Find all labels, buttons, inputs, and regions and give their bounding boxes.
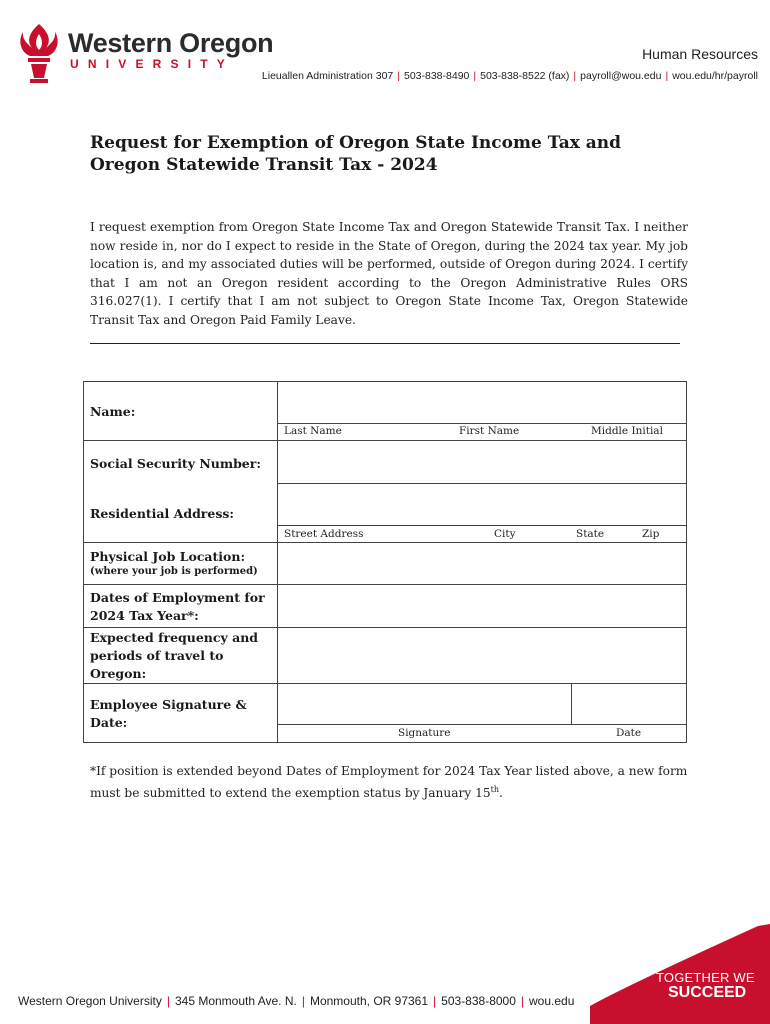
department-name: Human Resources bbox=[642, 46, 758, 62]
address-label: Residential Address: bbox=[90, 506, 235, 521]
logo-wordmark: Western Oregon bbox=[68, 28, 274, 58]
name-label: Name: bbox=[90, 404, 136, 419]
badge-line-2: SUCCEED bbox=[668, 984, 747, 1001]
job-location-field[interactable] bbox=[277, 542, 687, 585]
contact-office: Lieuallen Administration 307 bbox=[261, 70, 394, 82]
state-caption: State bbox=[576, 528, 605, 540]
divider bbox=[90, 343, 680, 344]
contact-web[interactable]: wou.edu/hr/payroll bbox=[672, 70, 758, 82]
footer-street: 345 Monmouth Ave. N. bbox=[174, 994, 297, 1008]
badge-line-1: TOGETHER WE bbox=[656, 970, 755, 985]
contact-fax: 503-838-8522 (fax) bbox=[480, 70, 570, 82]
footer-city: Monmouth, OR 97361 bbox=[309, 994, 429, 1008]
note-superscript: th bbox=[490, 784, 499, 794]
contact-email[interactable]: payroll@wou.edu bbox=[580, 70, 662, 82]
travel-field[interactable] bbox=[277, 627, 687, 684]
footer-web[interactable]: wou.edu bbox=[529, 994, 575, 1008]
first-name-caption: First Name bbox=[459, 425, 520, 437]
extension-note bbox=[90, 762, 690, 802]
zip-caption: Zip bbox=[642, 528, 660, 540]
contact-line: Lieuallen Administration 307 | 503-838-8490 | 503-838-8522 (fax) | payroll@wou.edu | wou.edu/hr/payroll bbox=[261, 70, 758, 82]
ssn-label: Social Security Number: bbox=[90, 456, 261, 471]
travel-label: Expected frequency and periods of travel to Oregon: bbox=[90, 630, 259, 681]
footer-address: Western Oregon University | 345 Monmouth Ave. N. | Monmouth, OR 97361 | 503-838-8000 | wou.edu bbox=[18, 994, 575, 1008]
name-field[interactable] bbox=[277, 381, 687, 424]
address-field[interactable] bbox=[277, 484, 687, 526]
job-location-label: Physical Job Location: bbox=[90, 549, 246, 564]
date-caption: Date bbox=[616, 727, 642, 739]
last-name-caption: Last Name bbox=[284, 425, 342, 437]
city-caption: City bbox=[494, 528, 516, 540]
note-text: *If position is extended beyond Dates of Employment for 2024 Tax Year listed above, a new form must be submitted to extend the exemption status by January 15 bbox=[90, 764, 688, 800]
note-end: . bbox=[498, 785, 503, 800]
certification-paragraph: I request exemption from Oregon State Income Tax and Oregon Statewide Transit Tax. I neither now reside in, nor do I expect to reside in the State of Oregon, during the 2024 tax year. My job location is, and my associated duties will be performed, outside of Oregon during 2024. I certify that I am not an Oregon resident according to the Oregon Administrative Rules ORS 316.027(1). I certify that I am not subject to Oregon State Income Tax, Oregon Statewide Transit Tax and Oregon Paid Family Leave. bbox=[90, 220, 688, 327]
date-field[interactable] bbox=[571, 683, 687, 725]
footer-university: Western Oregon University bbox=[18, 994, 162, 1008]
dates-field[interactable] bbox=[277, 584, 687, 628]
dates-label: Dates of Employment for 2024 Tax Year*: bbox=[90, 590, 265, 623]
logo-subtitle: UNIVERSITY bbox=[70, 57, 235, 71]
document-title: Request for Exemption of Oregon State Income Tax and Oregon Statewide Transit Tax - 2024 bbox=[90, 133, 622, 175]
signature-label: Employee Signature & Date: bbox=[90, 697, 247, 730]
signature-caption: Signature bbox=[398, 727, 451, 739]
contact-phone: 503-838-8490 bbox=[403, 70, 470, 82]
job-location-sublabel: (where your job is performed) bbox=[90, 566, 258, 577]
ssn-field[interactable] bbox=[277, 440, 687, 484]
torch-logo-icon bbox=[14, 22, 64, 84]
middle-initial-caption: Middle Initial bbox=[591, 425, 663, 437]
signature-field[interactable] bbox=[277, 683, 572, 725]
footer-phone: 503-838-8000 bbox=[441, 994, 516, 1008]
street-caption: Street Address bbox=[284, 528, 364, 540]
